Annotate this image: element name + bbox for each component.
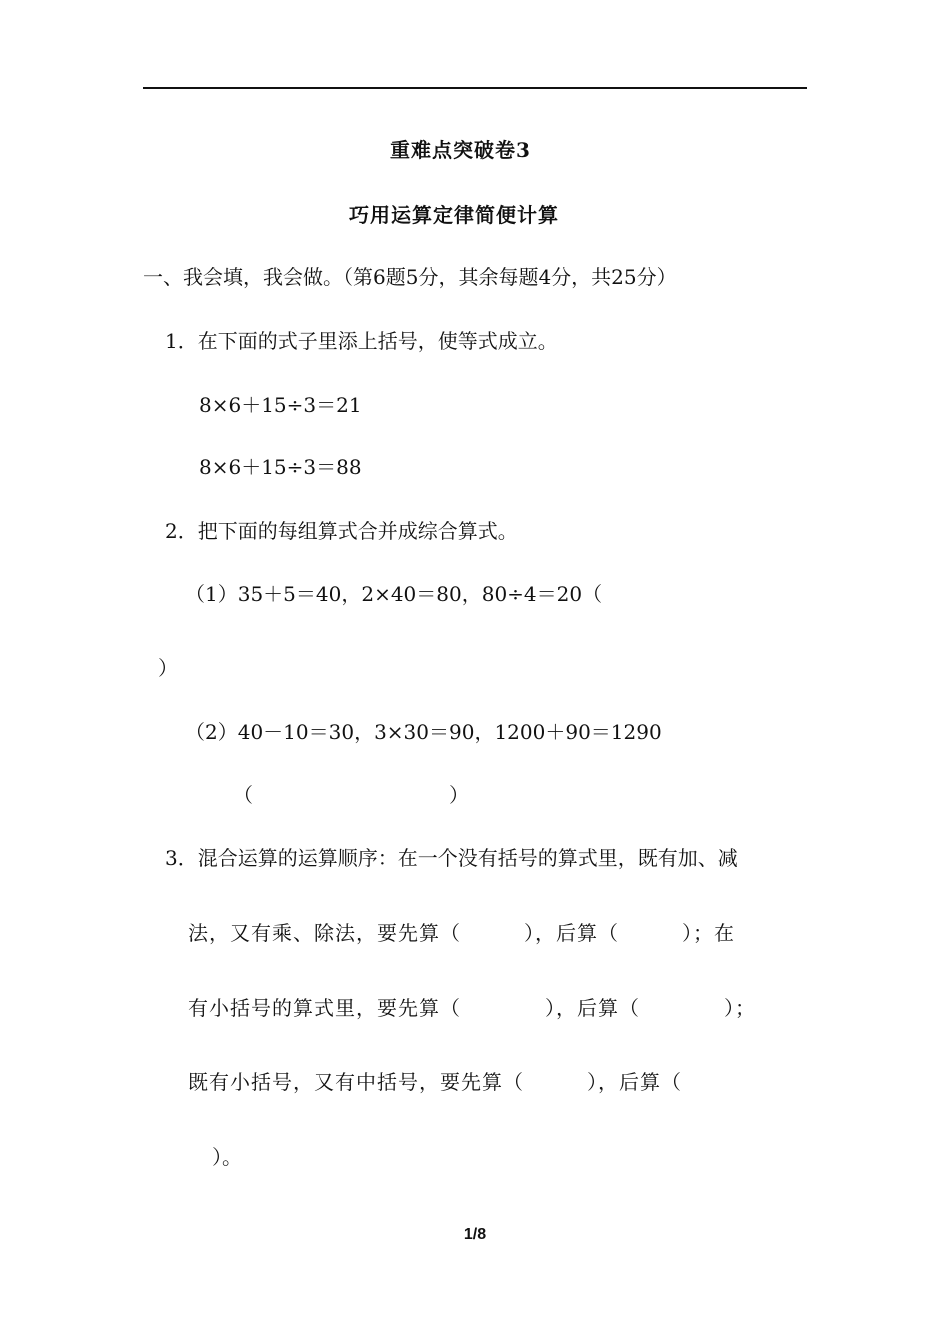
page-title: 重难点突破卷3 <box>390 138 531 162</box>
q2-part2-open: （ <box>233 783 253 807</box>
q1-equation-2: 8×6＋15÷3＝88 <box>199 455 362 479</box>
q1-equation-1: 8×6＋15÷3＝21 <box>199 393 362 417</box>
q3-line-1: 3．混合运算的运算顺序：在一个没有括号的算式里，既有加、减 <box>165 846 738 870</box>
q3-line-3: 有小括号的算式里，要先算（ ），后算（ ）； <box>188 996 756 1020</box>
q2-part2-close: ） <box>449 783 469 807</box>
section-heading: 一、我会填，我会做。（第6题5分，其余每题4分，共25分） <box>143 265 677 289</box>
page-number: 1/8 <box>463 1226 487 1243</box>
q3-line-5: ）。 <box>212 1145 242 1169</box>
q2-prompt: 2．把下面的每组算式合并成综合算式。 <box>165 519 518 543</box>
header-rule <box>143 87 807 89</box>
q2-part1: （1）35＋5＝40，2×40＝80，80÷4＝20（ <box>185 582 603 606</box>
page-subtitle: 巧用运算定律简便计算 <box>349 203 559 227</box>
q3-line-2: 法，又有乘、除法，要先算（ ），后算（ ）；在 <box>188 921 735 945</box>
q3-line-4: 既有小括号，又有中括号，要先算（ ），后算（ <box>188 1070 682 1094</box>
q2-part2: （2）40－10＝30，3×30＝90，1200＋90＝1290 <box>185 720 662 744</box>
q2-part1-close: ） <box>158 656 178 680</box>
q1-prompt: 1．在下面的式子里添上括号，使等式成立。 <box>165 329 558 353</box>
